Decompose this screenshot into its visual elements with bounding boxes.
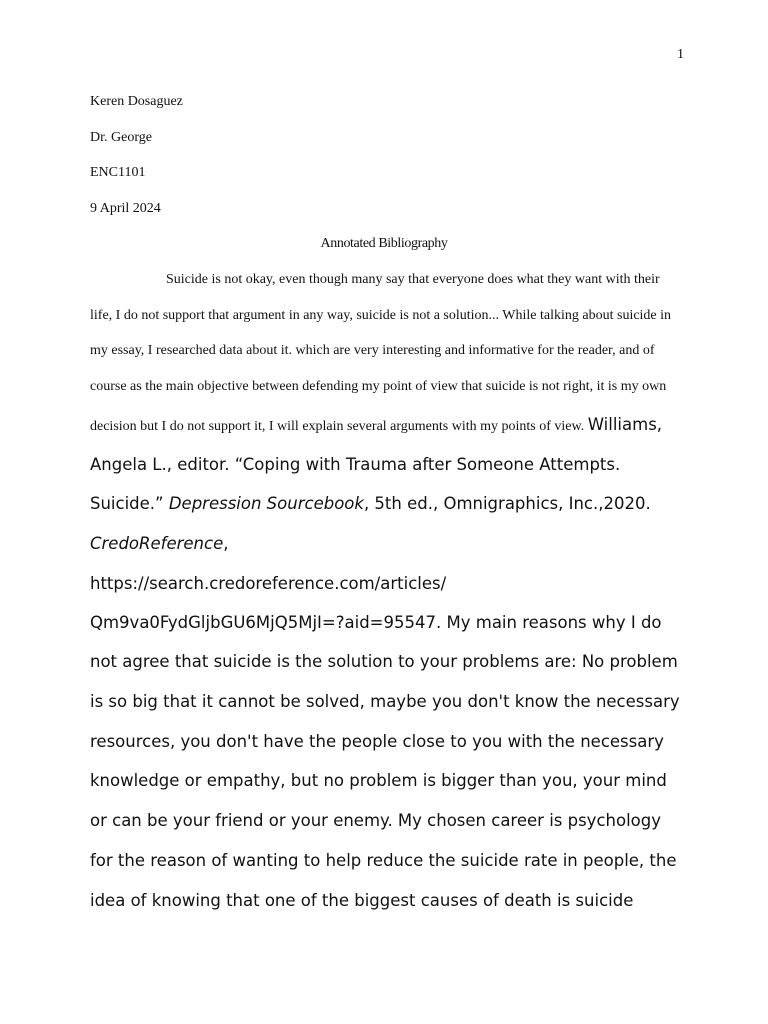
- citation-comma: ,: [223, 533, 229, 553]
- document-date: 9 April 2024: [90, 201, 161, 216]
- citation-book-title: Depression Sourcebook: [168, 494, 364, 514]
- citation-text: Williams, Angela L., editor. “Coping with Trauma after Someone Attempts. Suicide.”: [90, 414, 663, 514]
- page-number: 1: [677, 47, 684, 62]
- instructor-name: Dr. George: [90, 130, 152, 145]
- citation-database: CredoReference: [90, 533, 224, 553]
- body-paragraph: [90, 262, 682, 920]
- document-title: Annotated Bibliography: [320, 236, 448, 251]
- annotation-text: My main reasons why I do not agree that suicide is the solution to your problems are: No problem is so big that it cannot be solved, maybe you don't know the necessary resources, you don't have the people close to you with the necessary knowledge or empathy, but no problem is bigger than you, your mind or can be your friend or your enemy. My chosen career is psychology for the reason of wanting to help reduce the suicide rate in people, the idea of knowing that one of the biggest causes of death is suicide: [90, 612, 680, 910]
- author-name: Keren Dosaguez: [90, 94, 183, 109]
- citation-url-line2: Qm9va0FydGljbGU6MjQ5MjI=?aid=95547.: [90, 612, 442, 632]
- citation-url-line1: https://search.credoreference.com/articles/: [90, 573, 447, 593]
- course-code: ENC1101: [90, 165, 146, 180]
- citation-edition: , 5th ed., Omnigraphics, Inc.,2020.: [363, 494, 651, 514]
- intro-text: Suicide is not okay, even though many say that everyone does what they want with their life, I do not support that argument in any way, suicide is not a solution... While talking about suicide in my essay, I researched data about it. which are very interesting and informative for the reader, and of course as the main objective between defending my point of view that suicide is not right, it is my own decision but I do not support it, I will explain several arguments with my points of view.: [90, 272, 672, 434]
